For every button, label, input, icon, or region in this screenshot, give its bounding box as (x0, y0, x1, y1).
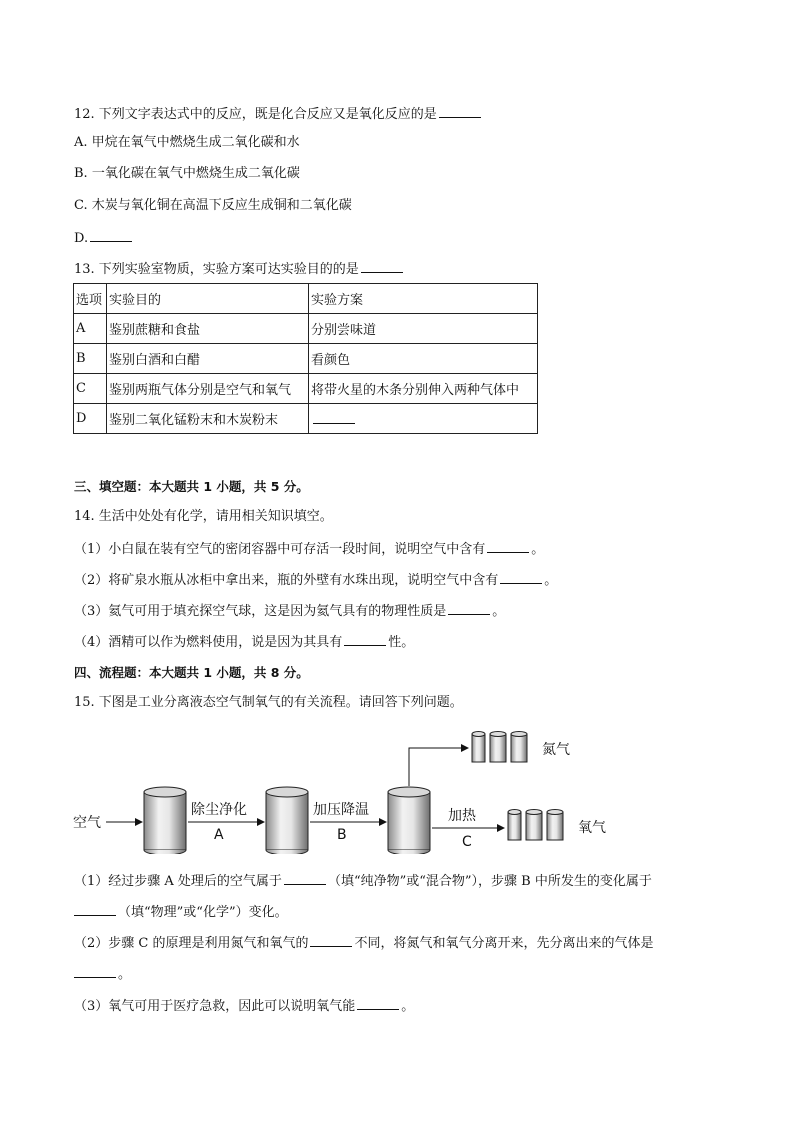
table-cell: 鉴别二氧化锰粉末和木炭粉末 (107, 404, 309, 434)
table-header-cell: 选项 (74, 284, 107, 314)
table-cell: 鉴别白酒和白醋 (107, 344, 309, 374)
table-header-row (74, 284, 538, 314)
q12-option-c: C. 木炭与氧化铜在高温下反应生成铜和二氧化碳 (74, 198, 352, 213)
q14-4-blank[interactable] (344, 632, 386, 646)
q15-3-blank[interactable] (357, 996, 399, 1010)
section-4-title: 四、流程题：本大题共 1 小题，共 8 分。 (74, 665, 309, 680)
cylinder-1-icon (144, 787, 186, 854)
table-cell: 将带火星的木条分别伸入两种气体中 (309, 374, 538, 404)
step-a-label: 除尘净化 (191, 802, 247, 818)
q12-answer-blank[interactable] (439, 104, 481, 118)
cylinder-2-icon (266, 787, 308, 854)
table-row (74, 404, 538, 434)
table-row (74, 314, 538, 344)
q12-option-a: A. 甲烷在氧气中燃烧生成二氧化碳和水 (74, 135, 300, 150)
q12-stem: 12. 下列文字表达式中的反应，既是化合反应又是氧化反应的是 (74, 104, 483, 124)
q12-option-b: B. 一氧化碳在氧气中燃烧生成二氧化碳 (74, 166, 300, 181)
table-cell: B (74, 344, 107, 374)
q15-2-blank-b[interactable] (74, 964, 116, 978)
q14-item-4: （4）酒精可以作为燃料使用，说是因为其具有 性。 (74, 632, 414, 652)
step-b-letter: B (337, 827, 347, 843)
q15-stem: 15. 下图是工业分离液态空气制氧气的有关流程。请回答下列问题。 (74, 695, 463, 710)
output-top-label: 氮气 (542, 742, 570, 758)
nitrogen-cylinders-icon (472, 732, 527, 763)
q14-stem: 14. 生活中处处有化学，请用相关知识填空。 (74, 509, 333, 524)
step-a-letter: A (214, 827, 224, 843)
q15-3-line: （3）氧气可用于医疗急救，因此可以说明氧气能 。 (74, 996, 414, 1016)
q13-row-d-blank[interactable] (313, 410, 355, 424)
q15-1-line-2: （填“物理”或“化学”）变化。 (74, 902, 288, 922)
q12-option-d-blank[interactable] (90, 228, 132, 242)
output-bottom-label: 氧气 (578, 820, 606, 836)
q14-item-1: （1）小白鼠在装有空气的密闭容器中可存活一段时间，说明空气中含有 。 (74, 539, 544, 559)
section-3-title: 三、填空题：本大题共 1 小题，共 5 分。 (74, 479, 309, 494)
q14-item-3: （3）氦气可用于填充探空气球，这是因为氦气具有的物理性质是 。 (74, 601, 505, 621)
table-cell-blank[interactable] (309, 404, 538, 434)
step-b-label: 加压降温 (313, 802, 369, 818)
table-header-cell: 实验目的 (107, 284, 309, 314)
step-c-label: 加热 (448, 808, 476, 824)
table-cell: 看颜色 (309, 344, 538, 374)
q15-1-blank-a[interactable] (284, 871, 326, 885)
oxygen-cylinders-icon (508, 810, 563, 841)
table-row (74, 374, 538, 404)
q13-stem: 13. 下列实验室物质，实验方案可达实验目的的是 (74, 259, 405, 279)
arrow-top-output (409, 748, 468, 786)
table-cell: 分别尝味道 (309, 314, 538, 344)
table-cell: 鉴别两瓶气体分别是空气和氧气 (107, 374, 309, 404)
step-c-letter: C (462, 834, 472, 850)
table-cell: A (74, 314, 107, 344)
table-cell: D (74, 404, 107, 434)
cylinder-3-icon (388, 787, 430, 854)
table-cell: C (74, 374, 107, 404)
q15-1-line-1: （1）经过步骤 A 处理后的空气属于 （填“纯净物”或“混合物”），步骤 B 中所发生的变化属于 (74, 871, 652, 891)
table-header-cell: 实验方案 (309, 284, 538, 314)
q14-1-blank[interactable] (487, 539, 529, 553)
q13-answer-blank[interactable] (361, 259, 403, 273)
table-row (74, 344, 538, 374)
q15-2-line-1: （2）步骤 C 的原理是利用氮气和氧气的 不同，将氮气和氧气分离开来，先分离出来的气体是 (74, 933, 654, 953)
flow-input-label: 空气 (73, 815, 101, 831)
air-separation-flow-diagram (70, 724, 630, 854)
q13-options-table (73, 283, 538, 434)
q14-2-blank[interactable] (500, 570, 542, 584)
q15-2-blank-a[interactable] (310, 933, 352, 947)
q15-1-blank-b[interactable] (74, 902, 116, 916)
q12-option-d: D. (74, 228, 134, 248)
q14-item-2: （2）将矿泉水瓶从冰柜中拿出来，瓶的外壁有水珠出现，说明空气中含有 。 (74, 570, 557, 590)
q15-2-line-2: 。 (74, 964, 131, 984)
q14-3-blank[interactable] (448, 601, 490, 615)
table-cell: 鉴别蔗糖和食盐 (107, 314, 309, 344)
